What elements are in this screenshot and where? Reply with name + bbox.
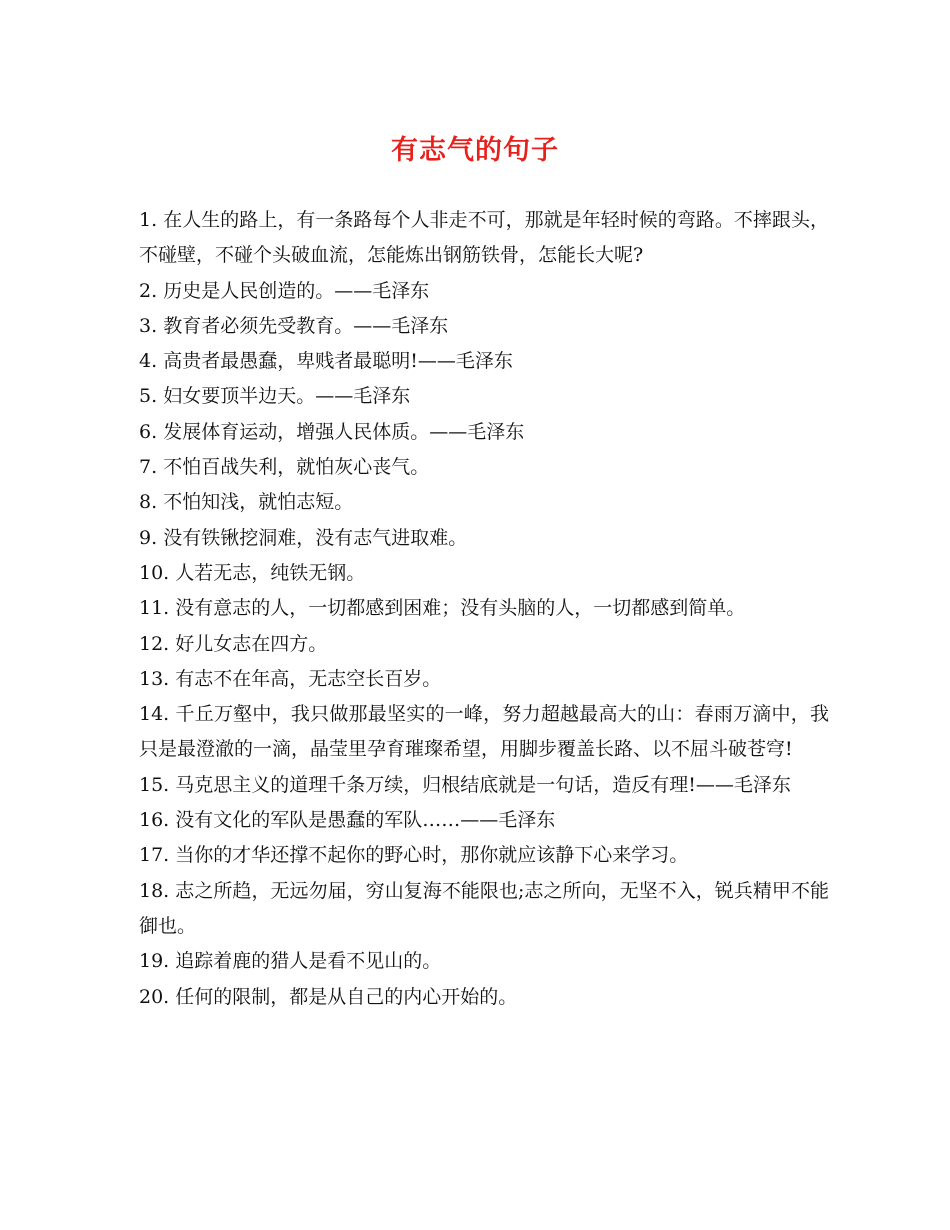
list-item (139, 591, 829, 626)
list-item (139, 803, 829, 838)
list-item (139, 485, 829, 520)
item-number: 17. (139, 844, 170, 867)
item-text: 人若无志，纯铁无钢。 (175, 561, 366, 584)
item-number: 10. (139, 561, 170, 584)
list-item (139, 521, 829, 556)
item-number: 20. (139, 985, 170, 1008)
item-number: 7. (139, 456, 158, 479)
item-text: 马克思主义的道理千条万续，归根结底就是一句话，造反有理!——毛泽东 (175, 773, 791, 796)
item-text: 好儿女志在四方。 (175, 632, 328, 655)
item-number: 6. (139, 420, 158, 443)
item-text: 在人生的路上，有一条路每个人非走不可，那就是年轻时候的弯路。不摔跟头，不碰壁，不碰个头破血流，怎能炼出钢筋铁骨，怎能长大呢? (139, 209, 829, 267)
list-item (139, 768, 829, 803)
item-number: 1. (139, 209, 158, 231)
item-number: 4. (139, 350, 158, 373)
item-text: 没有意志的人，一切都感到困难；没有头脑的人，一切都感到简单。 (175, 597, 746, 620)
item-text: 历史是人民创造的。——毛泽东 (163, 279, 430, 302)
sentence-list (139, 203, 829, 1015)
item-number: 18. (139, 879, 170, 902)
list-item (139, 662, 829, 697)
list-item (139, 980, 829, 1015)
item-text: 千丘万壑中，我只做那最坚实的一峰，努力超越最高大的山：春雨万滴中，我只是最澄澈的一滴，晶莹里孕育璀璨希望，用脚步覆盖长路、以不屈斗破苍穹! (139, 703, 829, 761)
item-text: 妇女要顶半边天。——毛泽东 (163, 385, 411, 408)
list-item (139, 556, 829, 591)
item-number: 8. (139, 491, 158, 514)
list-item (139, 203, 829, 274)
list-item (139, 344, 829, 379)
list-item (139, 274, 829, 309)
list-item (139, 944, 829, 979)
item-number: 15. (139, 773, 170, 796)
item-number: 13. (139, 667, 170, 690)
item-number: 3. (139, 314, 158, 337)
list-item (139, 450, 829, 485)
item-number: 9. (139, 526, 158, 549)
item-number: 11. (139, 597, 170, 620)
item-number: 12. (139, 632, 170, 655)
item-text: 志之所趋，无远勿届，穷山复海不能限也;志之所向，无坚不入，锐兵精甲不能御也。 (139, 879, 829, 937)
item-text: 发展体育运动，增强人民体质。——毛泽东 (163, 420, 525, 443)
list-item (139, 627, 829, 662)
list-item (139, 415, 829, 450)
item-text: 高贵者最愚蠢，卑贱者最聪明!——毛泽东 (163, 350, 513, 373)
list-item (139, 379, 829, 414)
item-number: 16. (139, 809, 170, 832)
item-text: 不怕知浅，就怕志短。 (163, 491, 354, 514)
item-text: 任何的限制，都是从自己的内心开始的。 (175, 985, 518, 1008)
item-text: 追踪着鹿的猎人是看不见山的。 (175, 950, 442, 973)
item-text: 有志不在年高，无志空长百岁。 (175, 667, 442, 690)
item-text: 当你的才华还撑不起你的野心时，那你就应该静下心来学习。 (175, 844, 689, 867)
item-text: 不怕百战失利，就怕灰心丧气。 (163, 456, 430, 479)
item-number: 5. (139, 385, 158, 408)
item-number: 14. (139, 703, 170, 726)
item-number: 19. (139, 950, 170, 973)
list-item (139, 838, 829, 873)
item-text: 没有文化的军队是愚蠢的军队……——毛泽东 (175, 809, 556, 832)
item-text: 教育者必须先受教育。——毛泽东 (163, 314, 449, 337)
list-item (139, 309, 829, 344)
item-number: 2. (139, 279, 158, 302)
item-text: 没有铁锹挖洞难，没有志气进取难。 (163, 526, 468, 549)
list-item (139, 697, 829, 768)
page-title: 有志气的句子 (391, 135, 559, 166)
list-item (139, 874, 829, 945)
